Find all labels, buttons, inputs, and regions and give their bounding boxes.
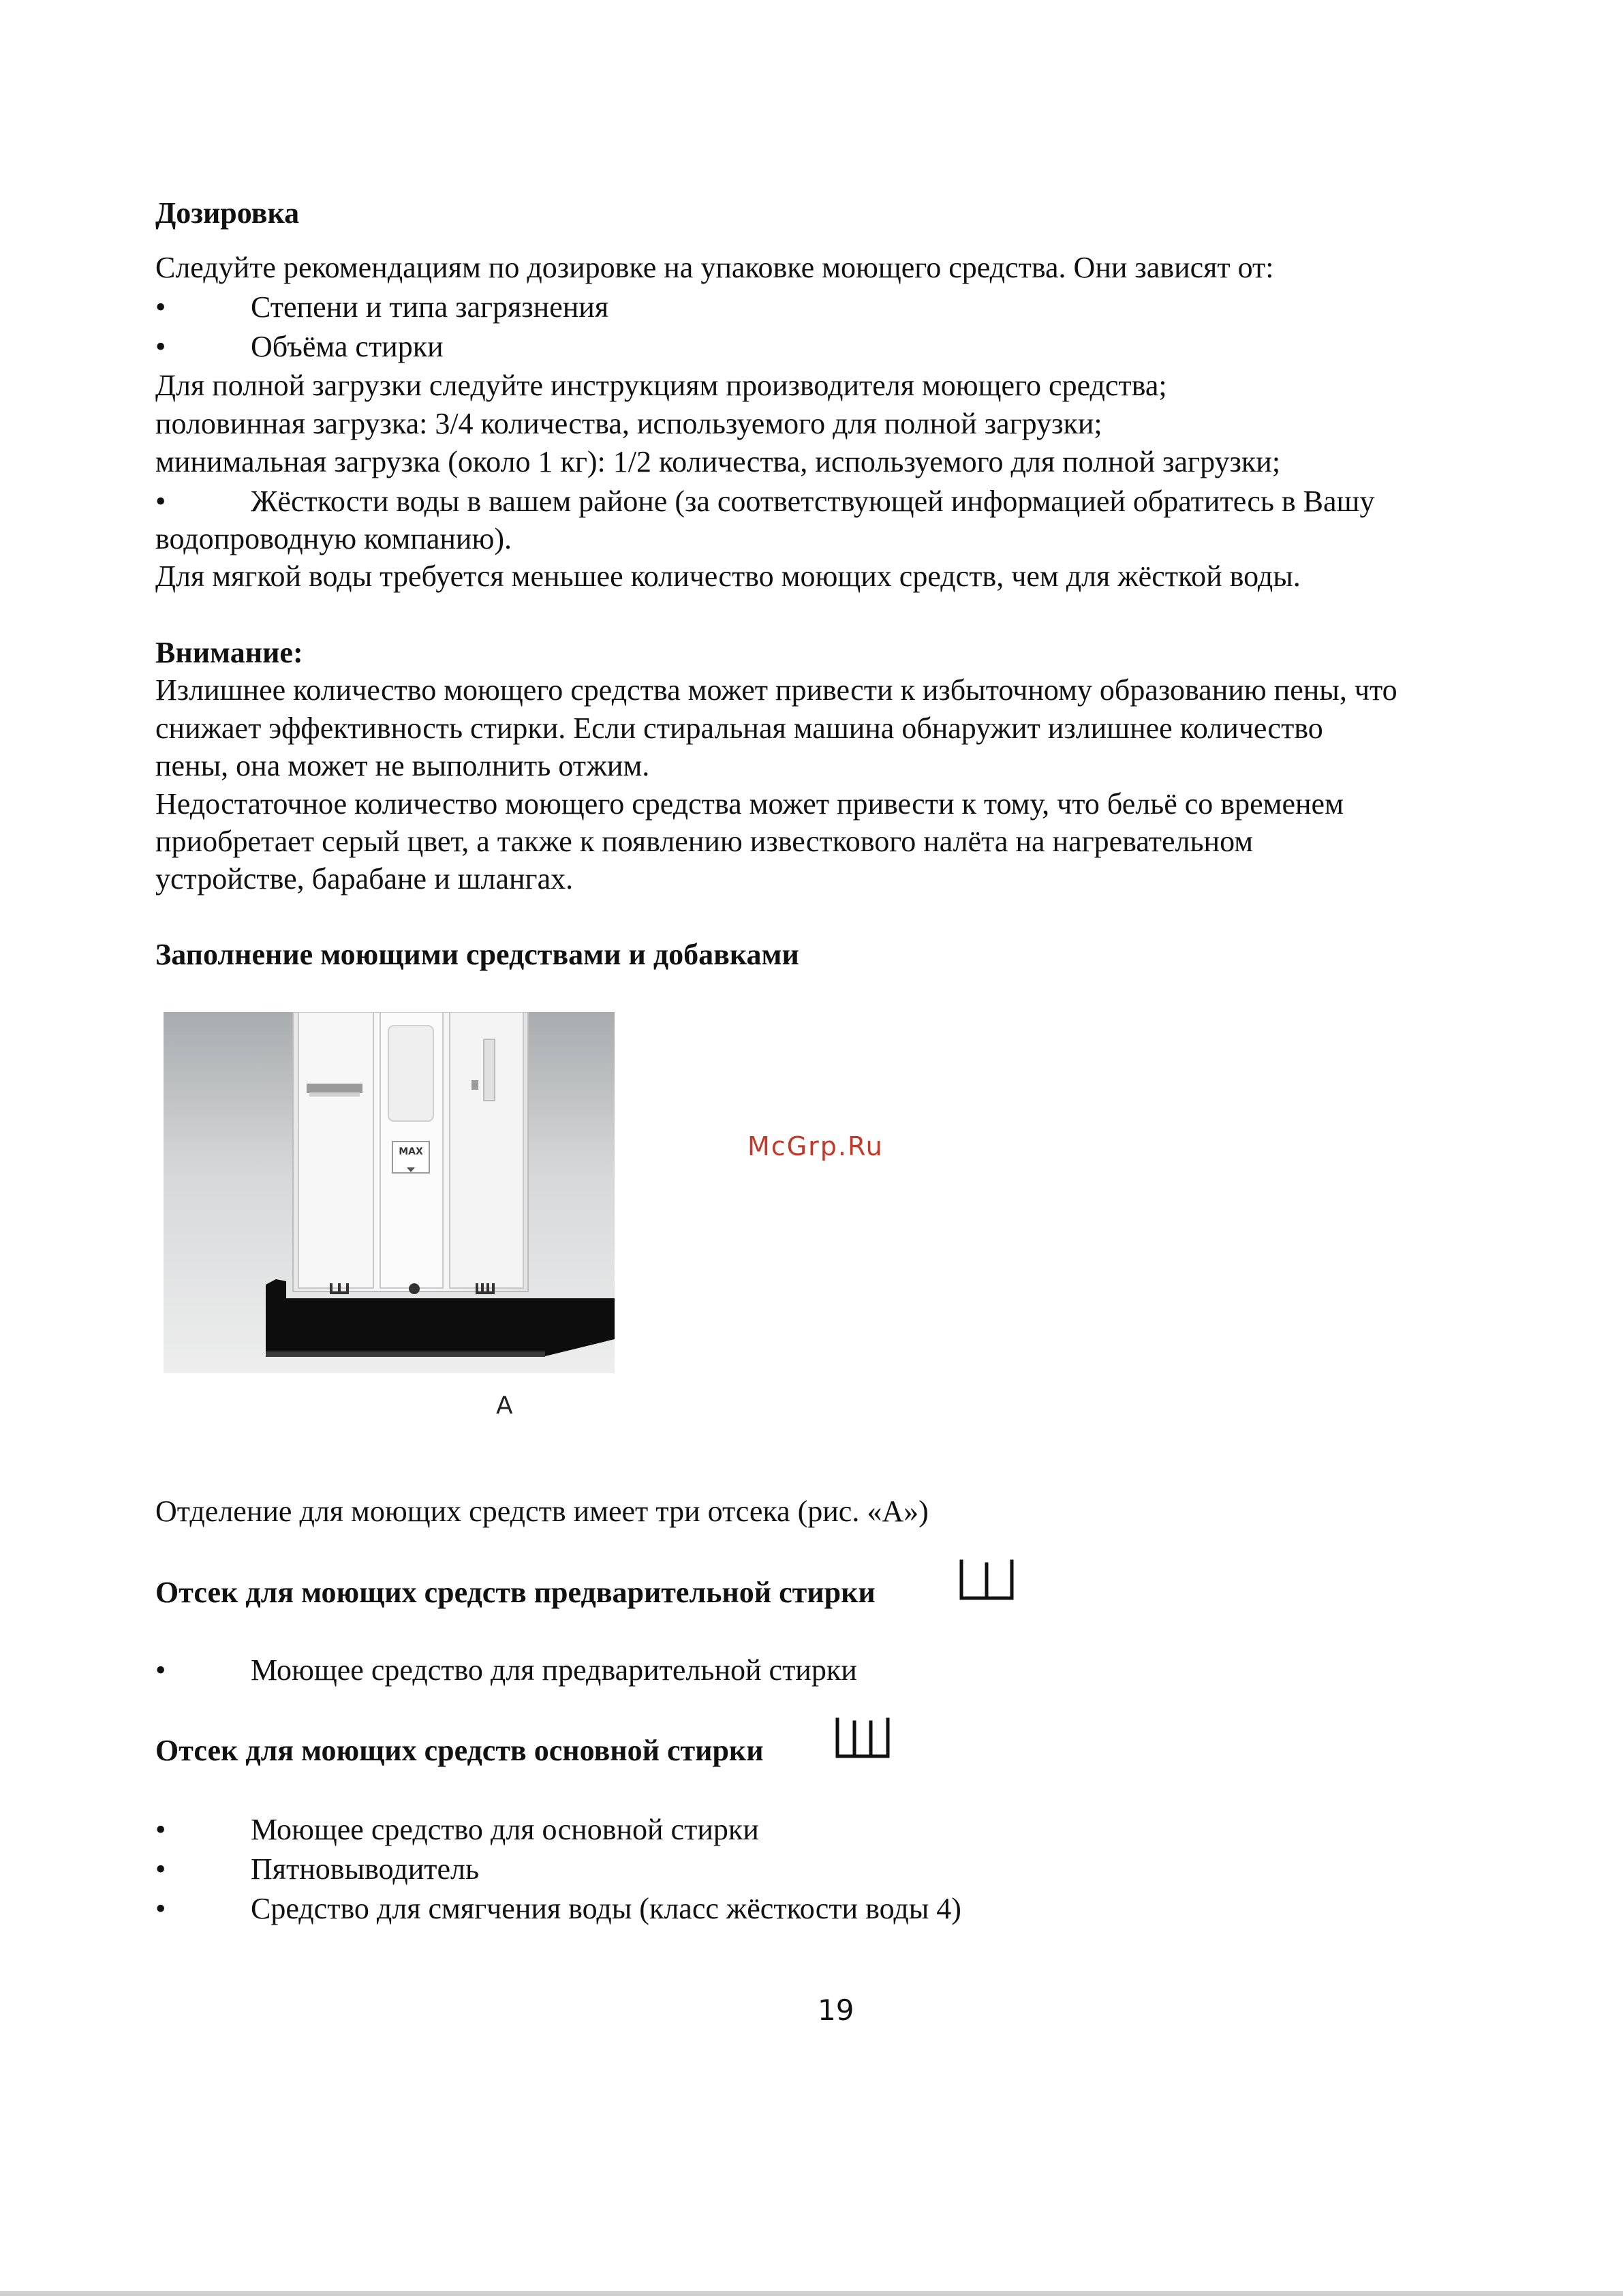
dosage-bullet-hardness: Жёсткости воды в вашем районе (за соответствующей информацией обратитесь в Вашу <box>251 485 1375 518</box>
dosage-bullet-soiling: Степени и типа загрязнения <box>251 290 609 324</box>
attention-p1-line3: пены, она может не выполнить отжим. <box>155 749 650 782</box>
attention-heading: Внимание: <box>155 636 303 669</box>
detergent-drawer-illustration <box>164 1012 615 1373</box>
page-bottom-edge <box>0 2291 1623 2296</box>
attention-p1-line2: снижает эффективность стирки. Если стиральная машина обнаружит излишнее количество <box>155 711 1323 745</box>
page-number: 19 <box>818 1993 854 2027</box>
dosage-full-load: Для полной загрузки следуйте инструкциям производителя моющего средства; <box>155 369 1167 402</box>
attention-p2-line1: Недостаточное количество моющего средства может привести к тому, что бельё со временем <box>155 787 1344 821</box>
max-level-label: MAX <box>399 1146 423 1157</box>
attention-p2-line2: приобретает серый цвет, а также к появлению известкового налёта на нагревательном <box>155 825 1254 858</box>
prewash-compartment-icon <box>957 1557 1016 1602</box>
dosage-bullet-volume: Объёма стирки <box>251 330 444 363</box>
bullet-marker: • <box>155 290 166 324</box>
mainwash-bullet-stain-remover: Пятновыводитель <box>251 1852 480 1886</box>
bullet-marker: • <box>155 330 166 363</box>
mainwash-bullet-softener: Средство для смягчения воды (класс жёсткости воды 4) <box>251 1892 961 1925</box>
bullet-marker: • <box>155 1852 166 1886</box>
bullet-marker: • <box>155 1892 166 1925</box>
mainwash-compartment-icon <box>833 1715 892 1760</box>
prewash-heading: Отсек для моющих средств предварительной стирки <box>155 1576 876 1609</box>
dosage-heading: Дозировка <box>155 196 300 230</box>
attention-p2-line3: устройстве, барабане и шлангах. <box>155 862 574 896</box>
drawer-description: Отделение для моющих средств имеет три отсека (рис. «А») <box>155 1495 929 1528</box>
bullet-marker: • <box>155 1653 166 1687</box>
filling-heading: Заполнение моющими средствами и добавками <box>155 938 799 971</box>
attention-p1-line1: Излишнее количество моющего средства может привести к избыточному образованию пены, что <box>155 673 1397 707</box>
dosage-min-load: минимальная загрузка (около 1 кг): 1/2 количества, используемого для полной загрузки; <box>155 445 1281 478</box>
mainwash-bullet-detergent: Моющее средство для основной стирки <box>251 1813 759 1846</box>
figure-caption: A <box>496 1392 513 1420</box>
watermark: McGrp.Ru <box>747 1131 884 1161</box>
detergent-drawer-figure <box>164 1012 615 1373</box>
dosage-soft-water: Для мягкой воды требуется меньшее количество моющих средств, чем для жёсткой воды. <box>155 560 1301 593</box>
dosage-half-load: половинная загрузка: 3/4 количества, используемого для полной загрузки; <box>155 407 1102 440</box>
mainwash-heading: Отсек для моющих средств основной стирки <box>155 1734 764 1767</box>
bullet-marker: • <box>155 485 166 518</box>
dosage-bullet-hardness-cont: водопроводную компанию). <box>155 522 512 555</box>
bullet-marker: • <box>155 1813 166 1846</box>
prewash-bullet-detergent: Моющее средство для предварительной стирки <box>251 1653 857 1687</box>
dosage-intro: Следуйте рекомендациям по дозировке на упаковке моющего средства. Они зависят от: <box>155 251 1274 284</box>
